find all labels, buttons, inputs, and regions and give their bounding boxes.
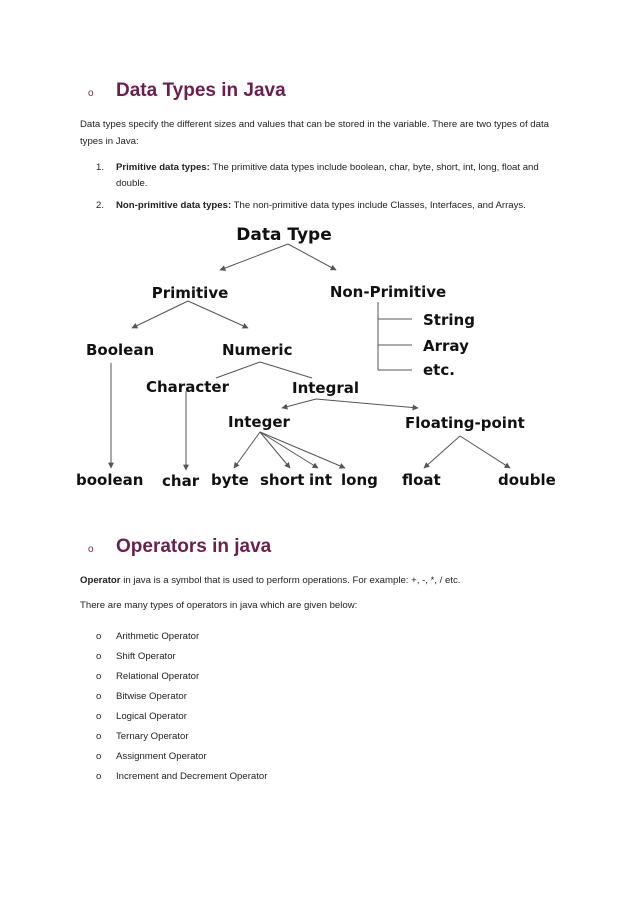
diagram-connectors	[111, 244, 510, 470]
leaf-long: long	[341, 471, 378, 489]
node-boolean-category: Boolean	[86, 341, 155, 359]
item-content	[116, 160, 539, 192]
node-numeric: Numeric	[222, 341, 293, 359]
section-title: Data Types in Java	[116, 80, 286, 101]
node-character: Character	[146, 378, 229, 396]
item-text: The primitive data types include boolean, char, byte, short, int, long, float and	[212, 162, 539, 173]
edge-integer-int	[260, 432, 318, 468]
section-title: Operators in java	[116, 536, 272, 557]
node-string: String	[423, 311, 475, 329]
edge-numeric-integral	[260, 362, 312, 378]
item-content	[116, 198, 526, 214]
item-text-cont: double.	[116, 178, 148, 189]
section-heading-operators	[88, 536, 271, 558]
edge-root-primitive	[220, 244, 288, 270]
list-item-text: Relational Operator	[116, 671, 200, 682]
list-item	[96, 651, 176, 662]
item-number: 2.	[96, 200, 105, 211]
edge-primitive-boolean	[132, 301, 188, 328]
node-integral: Integral	[292, 379, 360, 397]
intro-line-2: types in Java:	[80, 136, 139, 147]
section-heading-data-types	[88, 80, 286, 102]
list-item	[96, 771, 267, 782]
edge-integral-integer	[282, 399, 316, 408]
leaf-char: char	[162, 472, 200, 490]
bullet: o	[96, 711, 102, 722]
numbered-item-primitive	[96, 160, 566, 192]
leaf-boolean: boolean	[76, 471, 144, 489]
bullet: o	[96, 671, 102, 682]
node-etc: etc.	[423, 361, 455, 379]
edge-floating-float	[424, 436, 460, 468]
leaf-double: double	[498, 471, 556, 489]
list-item-text: Logical Operator	[116, 711, 187, 722]
bullet: o	[96, 651, 102, 662]
list-item	[96, 751, 207, 762]
node-non-primitive: Non-Primitive	[329, 283, 447, 301]
node-integer: Integer	[228, 413, 290, 431]
leaf-float: float	[402, 471, 441, 489]
bullet: o	[96, 691, 102, 702]
edge-integer-short	[260, 432, 290, 468]
node-floating-point: Floating-point	[405, 414, 525, 432]
list-item-text: Shift Operator	[116, 651, 176, 662]
item-number: 1.	[96, 162, 105, 173]
intro-line-1: Data types specify the different sizes and values that can be stored in the variable. There are two types of data	[80, 119, 549, 130]
item-label: Non-primitive data types:	[116, 200, 232, 211]
edge-numeric-character	[216, 362, 260, 378]
edge-integer-long	[260, 432, 345, 468]
bullet: o	[96, 771, 102, 782]
list-item	[96, 691, 187, 702]
operator-term: Operator	[80, 575, 121, 586]
list-item	[96, 671, 199, 682]
bullet: o	[96, 631, 102, 642]
bullet: o	[96, 731, 102, 742]
list-item-text: Bitwise Operator	[116, 691, 187, 702]
data-types-intro	[80, 116, 560, 150]
list-item-text: Assignment Operator	[116, 751, 207, 762]
leaf-byte: byte	[211, 471, 249, 489]
list-item	[96, 711, 187, 722]
node-array: Array	[423, 337, 469, 355]
bullet: o	[96, 751, 102, 762]
edge-integer-byte	[234, 432, 260, 468]
heading-bullet: o	[88, 544, 94, 555]
operator-definition	[80, 572, 560, 589]
heading-bullet: o	[88, 88, 94, 99]
item-label: Primitive data types:	[116, 162, 210, 173]
list-item-text: Increment and Decrement Operator	[116, 771, 268, 782]
list-item	[96, 631, 199, 642]
leaf-int: int	[309, 471, 332, 489]
node-data-type: Data Type	[236, 225, 332, 245]
leaf-short: short	[260, 471, 305, 489]
edge-integral-floating	[316, 399, 418, 408]
operator-text: in java is a symbol that is used to perform operations. For example: +, -, *, / etc.	[120, 575, 461, 586]
list-item	[96, 731, 189, 742]
item-text: The non-primitive data types include Classes, Interfaces, and Arrays.	[233, 200, 526, 211]
edge-root-nonprimitive	[288, 244, 336, 270]
operators-intro: There are many types of operators in java which are given below:	[80, 600, 358, 611]
data-type-hierarchy-diagram	[70, 218, 570, 498]
numbered-item-non-primitive	[96, 198, 566, 214]
list-item-text: Ternary Operator	[116, 731, 189, 742]
edge-floating-double	[460, 436, 510, 468]
edge-primitive-numeric	[188, 301, 248, 328]
list-item-text: Arithmetic Operator	[116, 631, 200, 642]
node-primitive: Primitive	[151, 284, 229, 302]
